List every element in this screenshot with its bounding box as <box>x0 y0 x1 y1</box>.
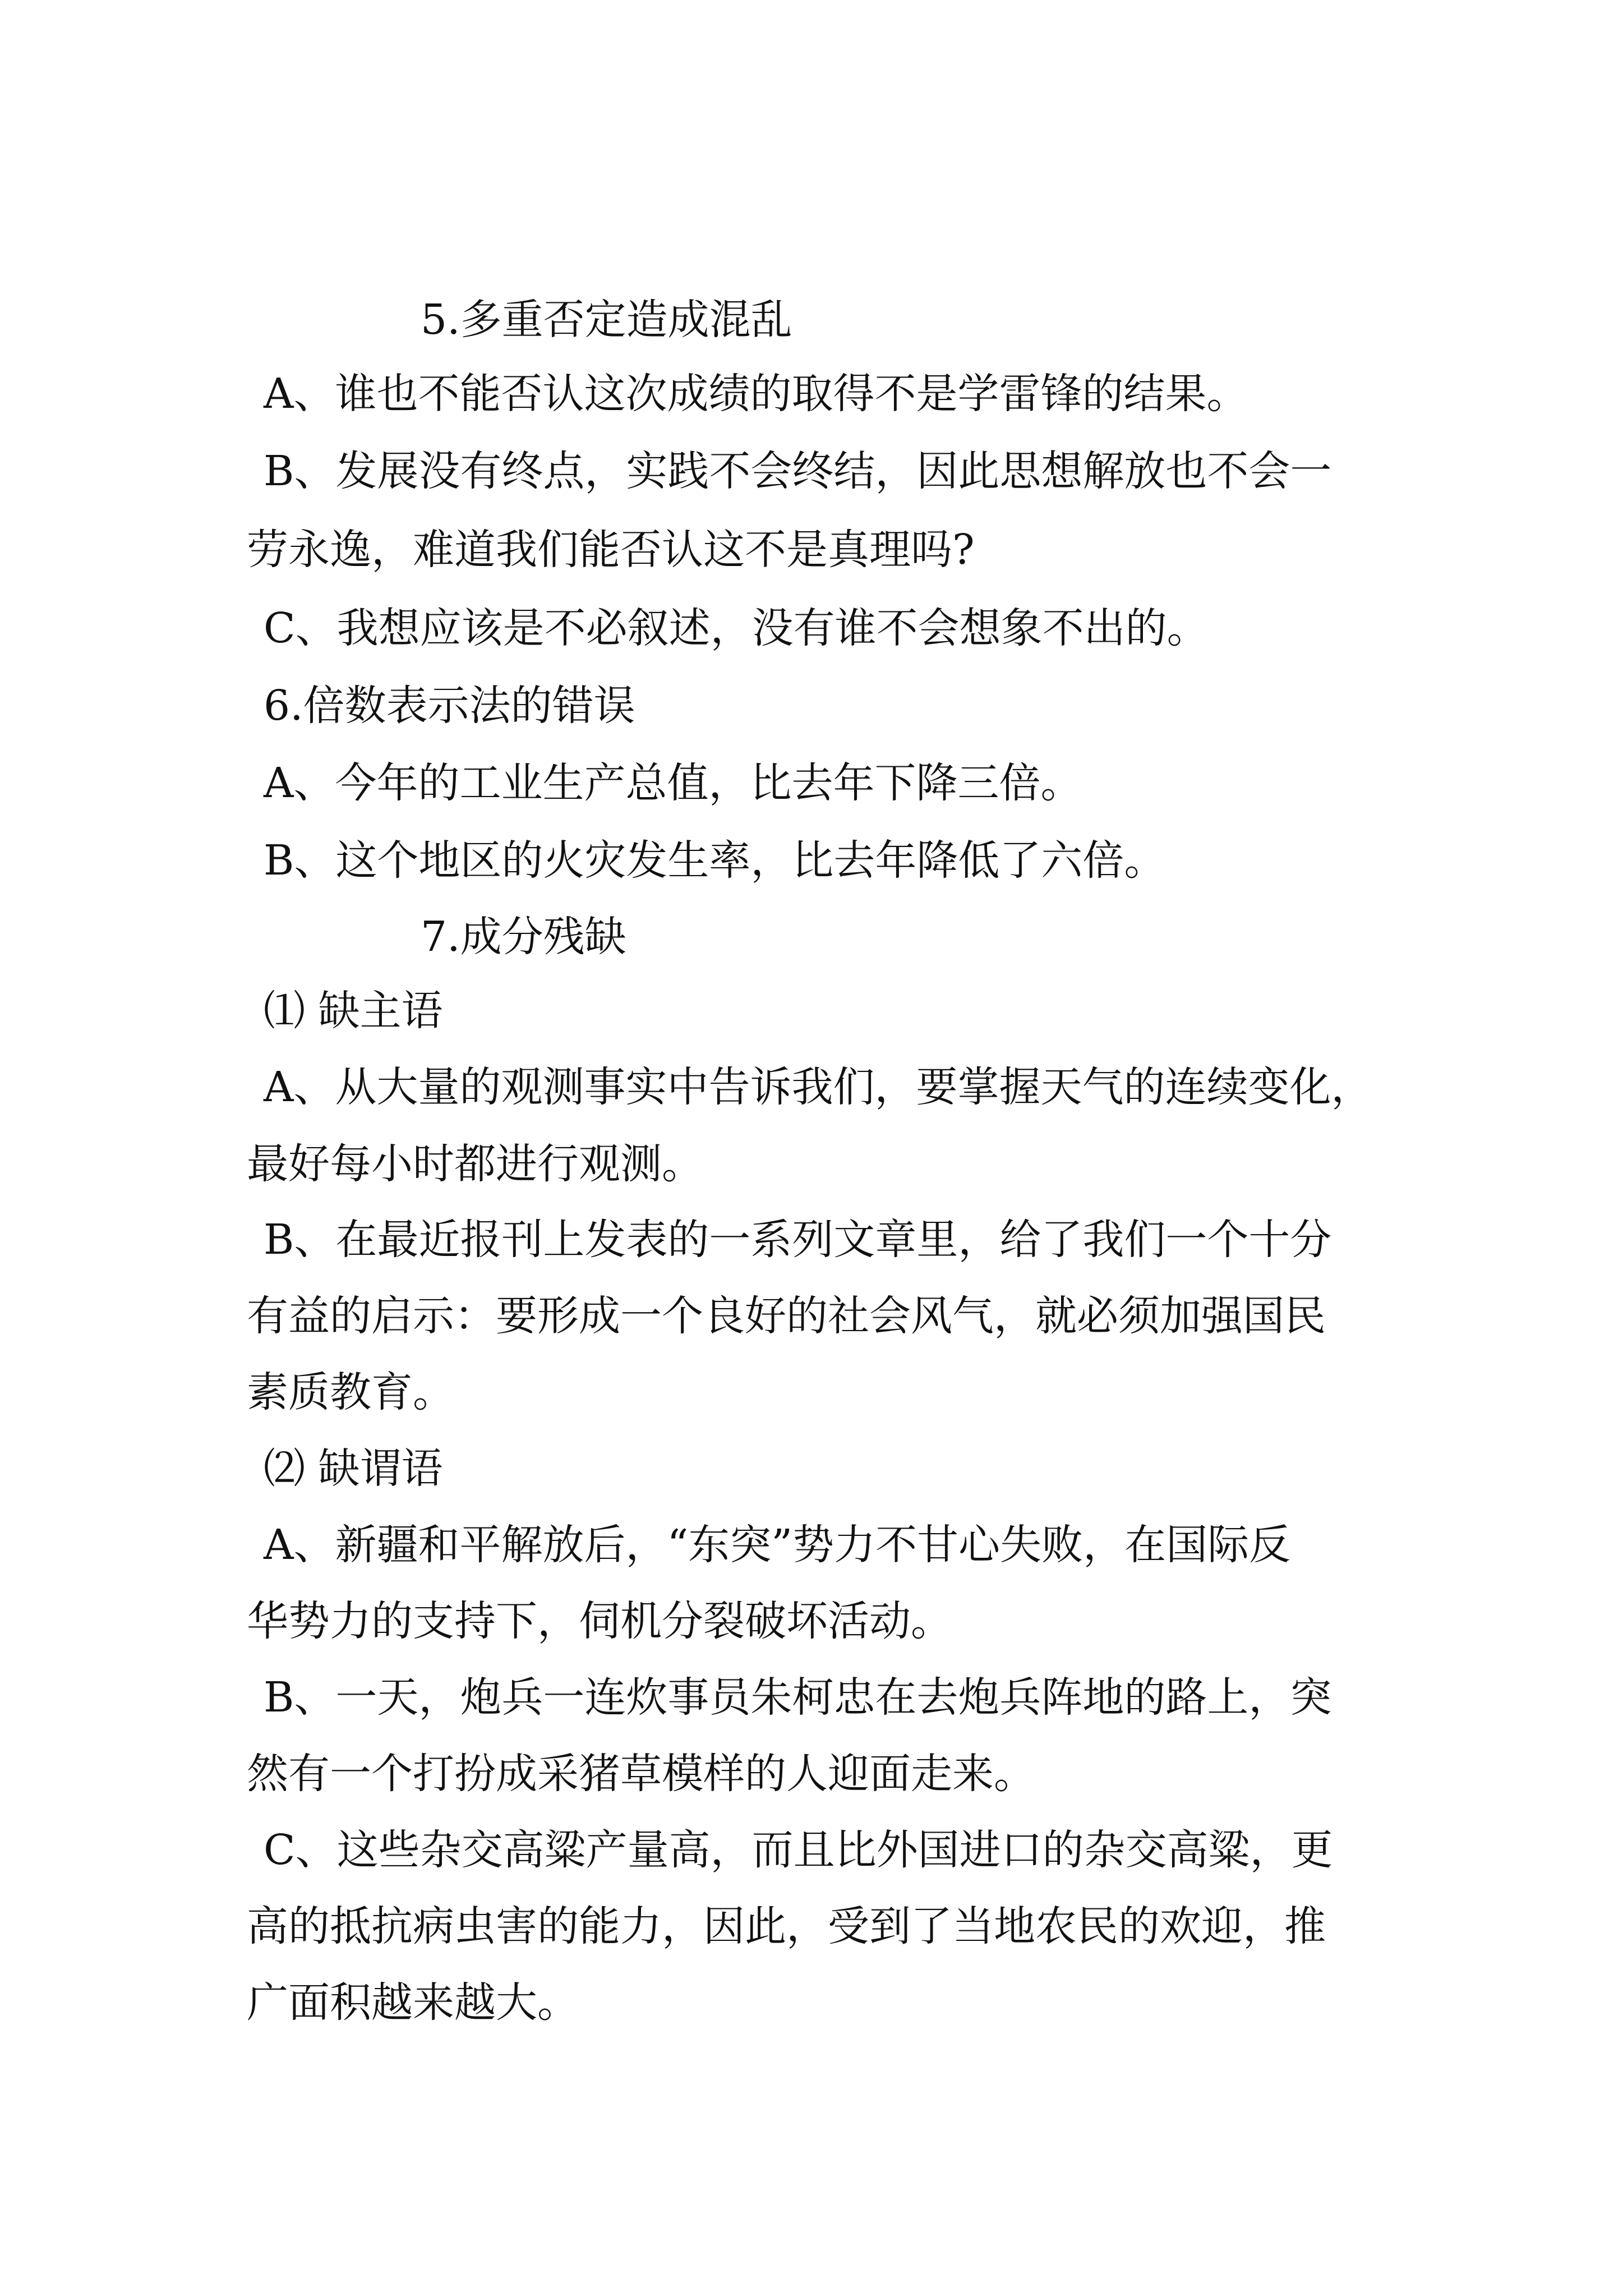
section-5-item-a: A、谁也不能否认这次成绩的取得不是学雷锋的结果。 <box>264 370 1248 418</box>
section-6-item-a: A、今年的工业生产总值，比去年下降三倍。 <box>264 759 1082 807</box>
section-7-2-item-b-line1: B、一天，炮兵一连炊事员朱柯忠在去炮兵阵地的路上，突 <box>264 1673 1332 1722</box>
section-7-1-title: ⑴ 缺主语 <box>264 987 443 1035</box>
section-5-item-c: C、我想应该是不必叙述，没有谁不会想象不出的。 <box>264 604 1209 652</box>
section-7-2-item-b-line2: 然有一个打扮成采猪草模样的人迎面走来。 <box>247 1750 1035 1798</box>
section-7-2-title: ⑵ 缺谓语 <box>264 1444 443 1493</box>
section-7-2-item-c-line2: 高的抵抗病虫害的能力，因此，受到了当地农民的欢迎，推 <box>247 1902 1326 1950</box>
section-6-item-b: B、这个地区的火灾发生率，比去年降低了六倍。 <box>264 836 1166 885</box>
section-7-1-item-a-line2: 最好每小时都进行观测。 <box>247 1140 703 1188</box>
section-7-2-item-c-line3: 广面积越来越大。 <box>247 1978 579 2027</box>
section-6-title: 6.倍数表示法的错误 <box>264 682 635 730</box>
section-5-item-b-line2: 劳永逸，难道我们能否认这不是真理吗? <box>247 526 975 574</box>
section-7-1-item-b-line2: 有益的启示：要形成一个良好的社会风气，就必须加强国民 <box>247 1292 1326 1340</box>
section-5-item-b-line1: B、发展没有终点，实践不会终结，因此思想解放也不会一 <box>264 447 1332 495</box>
section-7-1-item-b-line3: 素质教育。 <box>247 1368 454 1416</box>
section-7-2-item-a-line1: A、新疆和平解放后，“东突”势力不甘心失败，在国际反 <box>264 1521 1291 1569</box>
section-7-title: 7.成分残缺 <box>421 913 626 961</box>
section-5-title: 5.多重否定造成混乱 <box>421 296 792 344</box>
section-7-2-item-a-line2: 华势力的支持下，伺机分裂破坏活动。 <box>247 1597 952 1645</box>
section-7-1-item-a-line1: A、从大量的观测事实中告诉我们，要掌握天气的连续变化， <box>264 1063 1373 1111</box>
section-7-2-item-c-line1: C、这些杂交高粱产量高，而且比外国进口的杂交高粱，更 <box>264 1826 1333 1874</box>
section-7-1-item-b-line1: B、在最近报刊上发表的一系列文章里，给了我们一个十分 <box>264 1216 1332 1264</box>
